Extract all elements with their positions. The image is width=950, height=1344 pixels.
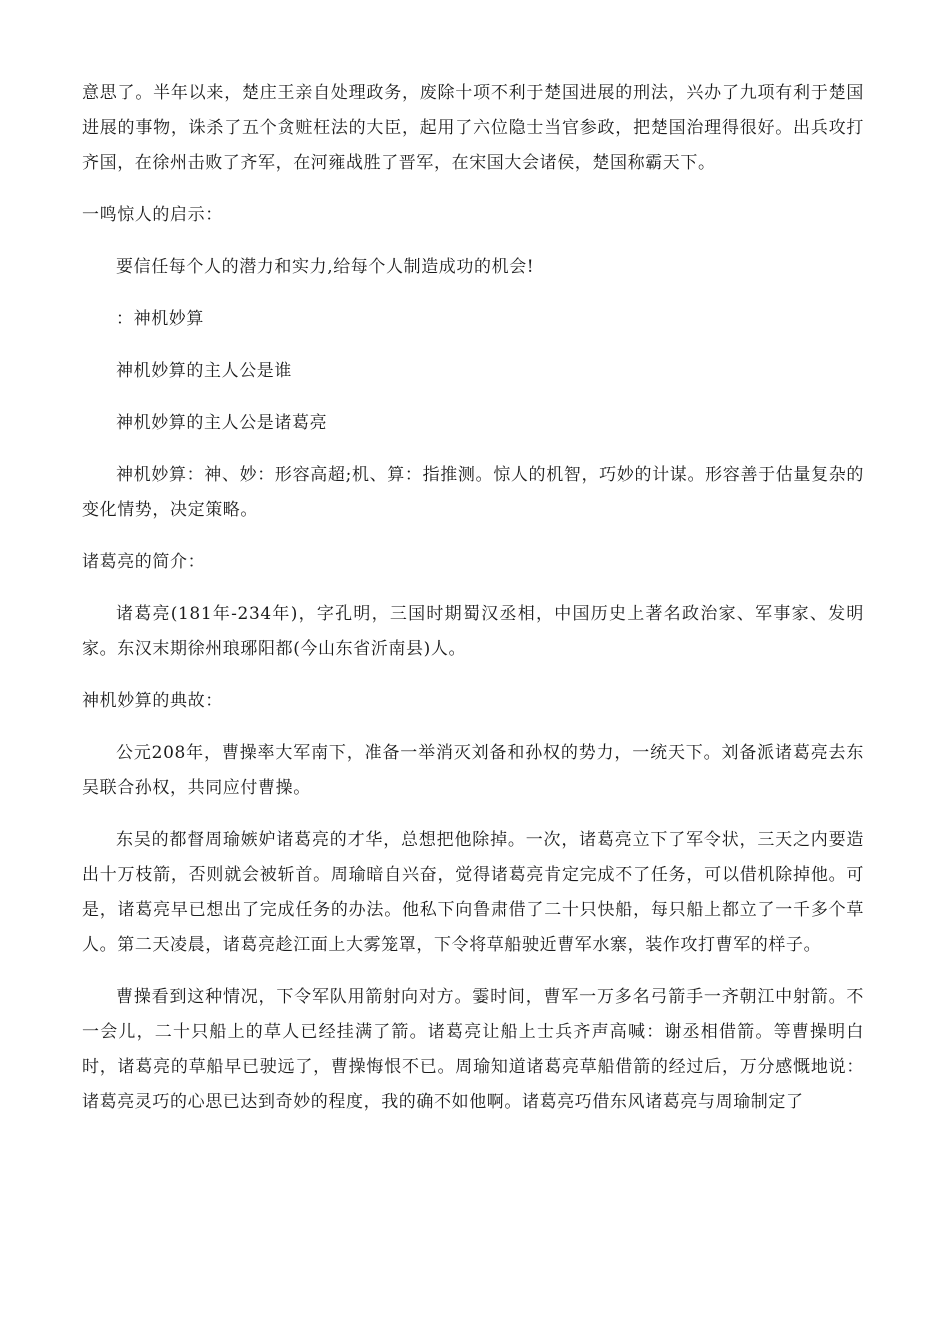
paragraph-lesson-text: 要信任每个人的潜力和实力,给每个人制造成功的机会! xyxy=(116,257,535,277)
heading-yi-ming-jing-ren-lesson: 一鸣惊人的启示： xyxy=(82,205,223,225)
paragraph-zhuge-liang-bio: 诸葛亮(181年-234年)，字孔明，三国时期蜀汉丞相，中国历史上著名政治家、军事家、发明家。东汉末期徐州琅琊阳都(今山东省沂南县)人。 xyxy=(82,604,864,659)
paragraph-origin-3: 曹操看到这种情况，下令军队用箭射向对方。霎时间，曹军一万多名弓箭手一齐朝江中射箭。不一会儿，二十只船上的草人已经挂满了箭。诸葛亮让船上士兵齐声高喊：谢丞相借箭。等曹操明白时，诸葛亮的草船早已驶远了，曹操悔恨不已。周瑜知道诸葛亮草船借箭的经过后，万分感慨地说：诸葛亮灵巧的心思已达到奇妙的程度，我的确不如他啊。诸葛亮巧借东风诸葛亮与周瑜制定了 xyxy=(82,987,864,1112)
answer-protagonist: 神机妙算的主人公是诸葛亮 xyxy=(116,413,328,433)
paragraph-origin-1: 公元208年，曹操率大军南下，准备一举消灭刘备和孙权的势力，一统天下。刘备派诸葛亮去东吴联合孙权，共同应付曹操。 xyxy=(82,743,864,798)
document-body xyxy=(82,76,864,1137)
paragraph-origin-2: 东吴的都督周瑜嫉妒诸葛亮的才华，总想把他除掉。一次，诸葛亮立下了军令状，三天之内要造出十万枝箭，否则就会被斩首。周瑜暗自兴奋，觉得诸葛亮肯定完成不了任务，可以借机除掉他。可是，诸葛亮早已想出了完成任务的办法。他私下向鲁肃借了二十只快船，每只船上都立了一千多个草人。第二天凌晨，诸葛亮趁江面上大雾笼罩，下令将草船驶近曹军水寨，装作攻打曹军的样子。 xyxy=(82,830,864,955)
heading-idiom-origin: 神机妙算的典故： xyxy=(82,691,223,711)
idiom-title: ：神机妙算 xyxy=(116,309,204,329)
question-protagonist: 神机妙算的主人公是谁 xyxy=(116,361,292,381)
heading-zhuge-liang-intro: 诸葛亮的简介： xyxy=(82,552,206,572)
paragraph-chu-zhuang-wang-story: 意思了。半年以来，楚庄王亲自处理政务，废除十项不利于楚国进展的刑法，兴办了九项有利于楚国进展的事物，诛杀了五个贪赃枉法的大臣，起用了六位隐士当官参政，把楚国治理得很好。出兵攻打齐国，在徐州击败了齐军，在河雍战胜了晋军，在宋国大会诸侯，楚国称霸天下。 xyxy=(82,83,864,173)
paragraph-idiom-meaning: 神机妙算：神、妙：形容高超;机、算：指推测。惊人的机智，巧妙的计谋。形容善于估量复杂的变化情势，决定策略。 xyxy=(82,465,864,520)
